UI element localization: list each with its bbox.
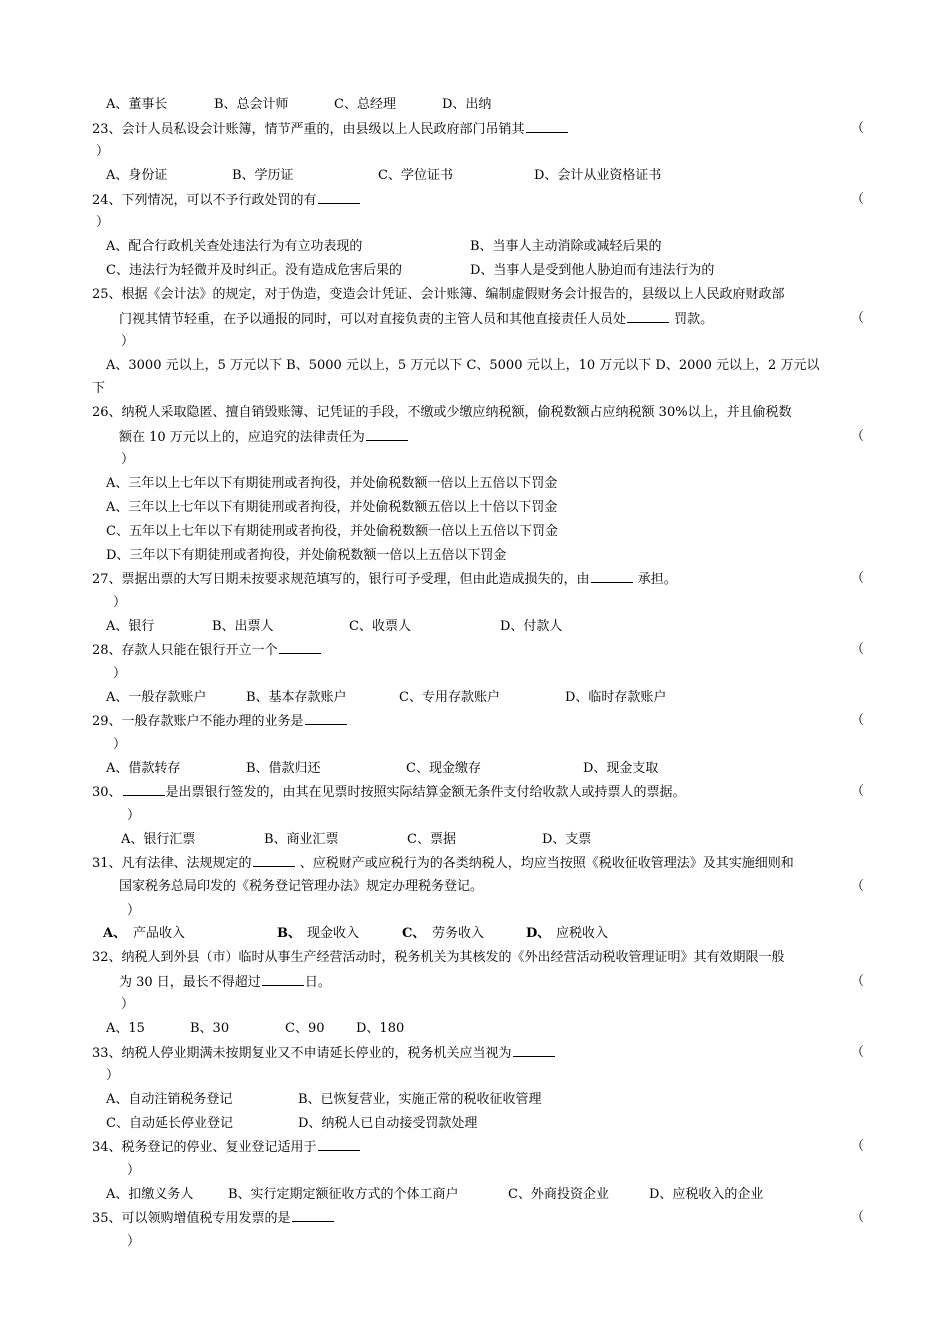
q32-option-b: B、30: [190, 1021, 230, 1036]
q29-text: 29、一般存款账户不能办理的业务是: [92, 714, 304, 729]
q22-option-a: A、董事长: [106, 97, 168, 112]
q24-text: 24、下列情况，可以不予行政处罚的有: [92, 193, 317, 208]
paren-open: （: [851, 974, 865, 989]
q31-question-line2: 国家税务总局印发的《税务登记管理办法》规定办理税务登记。: [119, 879, 484, 894]
q29-option-c: C、现金缴存: [406, 761, 481, 776]
answer-blank: [292, 1209, 334, 1222]
q32-question-line1: 32、纳税人到外县（市）临时从事生产经营活动时，税务机关为其核发的《外出经营活动税收管理证明》其有效期限一般: [92, 950, 785, 965]
q26-option-c: C、五年以上七年以下有期徒刑或者拘役，并处偷税数额一倍以上五倍以下罚金: [106, 524, 558, 539]
q34-question: [92, 1138, 361, 1155]
q35-question: [92, 1209, 335, 1226]
q31-text-mid: 、应税财产或应税行为的各类纳税人，均应当按照《税收征收管理法》及其实施细则和: [299, 856, 794, 871]
q25-text: 门视其情节轻重，在予以通报的同时，可以对直接负责的主管人员和其他直接责任人员处: [119, 312, 627, 327]
q28-option-c: C、专用存款账户: [399, 690, 500, 705]
q35-text: 35、可以领购增值税专用发票的是: [92, 1211, 291, 1226]
q30-option-d: D、支票: [542, 832, 592, 847]
answer-blank: [305, 712, 347, 725]
q33-question: [92, 1044, 556, 1061]
q23-option-c: C、学位证书: [378, 168, 453, 183]
q31-option-a: 产品收入: [133, 926, 186, 941]
paren-close: ）: [96, 144, 110, 159]
q31-text: 31、凡有法律、法规规定的: [92, 856, 252, 871]
paren-close: ）: [121, 997, 135, 1012]
answer-blank: [123, 783, 165, 796]
q30-option-c: C、票据: [407, 832, 456, 847]
q27-question: [92, 570, 677, 587]
paren-open: （: [851, 192, 865, 207]
q32-option-a: A、15: [106, 1021, 145, 1036]
answer-blank: [253, 854, 295, 867]
answer-blank: [318, 191, 360, 204]
q31-option-b: 现金收入: [307, 926, 360, 941]
q26-option-d: D、三年以下有期徒刑或者拘役，并处偷税数额一倍以上五倍以下罚金: [106, 548, 507, 563]
answer-blank: [513, 1044, 555, 1057]
q34-text: 34、税务登记的停业、复业登记适用于: [92, 1140, 317, 1155]
q26-question-line1: 26、纳税人采取隐匿、擅自销毁账簿、记凭证的手段，不缴或少缴应纳税额，偷税数额占应纳税额 30%以上，并且偷税数: [92, 405, 792, 420]
paren-open: （: [851, 311, 865, 326]
paren-close: ）: [96, 215, 110, 230]
q29-option-b: B、借款归还: [246, 761, 321, 776]
q24-question: [92, 191, 361, 208]
paren-close: ）: [106, 1068, 120, 1083]
q34-option-a: A、扣缴义务人: [106, 1187, 194, 1202]
paren-open: （: [851, 879, 865, 894]
paren-close: ）: [113, 737, 127, 752]
answer-blank: [591, 570, 633, 583]
q25-options-wrap: 下: [92, 381, 106, 396]
q23-option-a: A、身份证: [106, 168, 168, 183]
q32-text: 为 30 日，最长不得超过: [119, 975, 261, 990]
q31-option-c-letter: C、: [402, 926, 426, 941]
q32-question-line2: [119, 973, 331, 990]
q27-text-end: 承担。: [637, 572, 677, 587]
q26-question-line2: [119, 428, 409, 445]
q24-option-a: A、配合行政机关查处违法行为有立功表现的: [106, 239, 363, 254]
q31-question-line1: [92, 854, 794, 871]
q27-text: 27、票据出票的大写日期未按要求规范填写的，银行可予受理，但由此造成损失的，由: [92, 572, 590, 587]
q33-option-c: C、自动延长停业登记: [106, 1116, 233, 1131]
paren-close: ）: [127, 903, 141, 918]
q27-option-c: C、收票人: [349, 619, 411, 634]
q29-option-d: D、现金支取: [583, 761, 659, 776]
q25-options: A、3000 元以上，5 万元以下 B、5000 元以上，5 万元以下 C、5000 元以上，10 万元以下 D、2000 元以上，2 万元以: [106, 358, 820, 373]
q28-option-d: D、临时存款账户: [565, 690, 667, 705]
q29-option-a: A、借款转存: [106, 761, 181, 776]
q31-option-d: 应税收入: [556, 926, 609, 941]
paren-open: （: [851, 571, 865, 586]
answer-blank: [526, 120, 568, 133]
q31-option-b-letter: B、: [277, 926, 301, 941]
q31-option-d-letter: D、: [526, 926, 551, 941]
q22-option-d: D、出纳: [442, 97, 492, 112]
answer-blank: [318, 1138, 360, 1151]
answer-blank: [262, 973, 304, 986]
q31-option-a-letter: A、: [103, 926, 127, 941]
paren-close: ）: [113, 595, 127, 610]
paren-open: （: [851, 642, 865, 657]
q27-option-a: A、银行: [106, 619, 155, 634]
paren-open: （: [851, 1210, 865, 1225]
q30-option-a: A、银行汇票: [121, 832, 196, 847]
q29-question: [92, 712, 348, 729]
q26-option-b: A、三年以上七年以下有期徒刑或者拘役，并处偷税数额五倍以上十倍以下罚金: [106, 500, 558, 515]
q27-option-d: D、付款人: [500, 619, 563, 634]
q23-option-d: D、会计从业资格证书: [534, 168, 662, 183]
q34-option-b: B、实行定期定额征收方式的个体工商户: [228, 1187, 459, 1202]
q22-option-b: B、总会计师: [214, 97, 289, 112]
q27-option-b: B、出票人: [212, 619, 274, 634]
q25-question-line2: [119, 310, 713, 327]
paren-close: ）: [121, 452, 135, 467]
paren-close: ）: [127, 808, 141, 823]
q28-option-b: B、基本存款账户: [246, 690, 347, 705]
answer-blank: [627, 310, 669, 323]
paren-open: （: [851, 784, 865, 799]
q25-text-end: 罚款。: [674, 312, 714, 327]
paren-open: （: [851, 713, 865, 728]
q22-option-c: C、总经理: [334, 97, 396, 112]
paren-open: （: [851, 1139, 865, 1154]
paren-close: ）: [127, 1163, 141, 1178]
q33-option-b: B、已恢复营业，实施正常的税收征收管理: [298, 1092, 542, 1107]
q32-option-c: C、90: [285, 1021, 325, 1036]
paren-open: （: [851, 429, 865, 444]
paren-open: （: [851, 1045, 865, 1060]
paren-close: ）: [121, 334, 135, 349]
q28-text: 28、存款人只能在银行开立一个: [92, 643, 278, 658]
q23-text: 23、会计人员私设会计账簿，情节严重的，由县级以上人民政府部门吊销其: [92, 122, 525, 137]
q32-option-d: D、180: [356, 1021, 405, 1036]
q30-question: [92, 783, 686, 800]
q33-text: 33、纳税人停业期满未按期复业又不申请延长停业的，税务机关应当视为: [92, 1046, 512, 1061]
paren-close: ）: [113, 666, 127, 681]
q30-text: 30、: [92, 785, 122, 800]
q30-text-end: 是出票银行签发的，由其在见票时按照实际结算金额无条件支付给收款人或持票人的票据。: [165, 785, 686, 800]
q30-option-b: B、商业汇票: [264, 832, 339, 847]
answer-blank: [366, 428, 408, 441]
q31-option-c: 劳务收入: [432, 926, 485, 941]
q24-option-d: D、当事人是受到他人胁迫而有违法行为的: [470, 263, 715, 278]
answer-blank: [279, 641, 321, 654]
q24-option-b: B、当事人主动消除或减轻后果的: [470, 239, 662, 254]
q28-question: [92, 641, 322, 658]
paren-close: ）: [127, 1234, 141, 1249]
q26-option-a: A、三年以上七年以下有期徒刑或者拘役，并处偷税数额一倍以上五倍以下罚金: [106, 476, 558, 491]
q34-option-c: C、外商投资企业: [508, 1187, 609, 1202]
q33-option-a: A、自动注销税务登记: [106, 1092, 233, 1107]
q25-question-line1: 25、根据《会计法》的规定，对于伪造，变造会计凭证、会计账簿、编制虚假财务会计报告的，县级以上人民政府财政部: [92, 287, 785, 302]
q28-option-a: A、一般存款账户: [106, 690, 207, 705]
q32-text-end: 日。: [304, 975, 331, 990]
q23-option-b: B、学历证: [232, 168, 294, 183]
q23-question: [92, 120, 569, 137]
q34-option-d: D、应税收入的企业: [649, 1187, 764, 1202]
q33-option-d: D、纳税人已自动接受罚款处理: [298, 1116, 478, 1131]
q26-text: 额在 10 万元以上的，应追究的法律责任为: [119, 430, 365, 445]
paren-open: （: [851, 121, 865, 136]
q24-option-c: C、违法行为轻微并及时纠正。没有造成危害后果的: [106, 263, 402, 278]
